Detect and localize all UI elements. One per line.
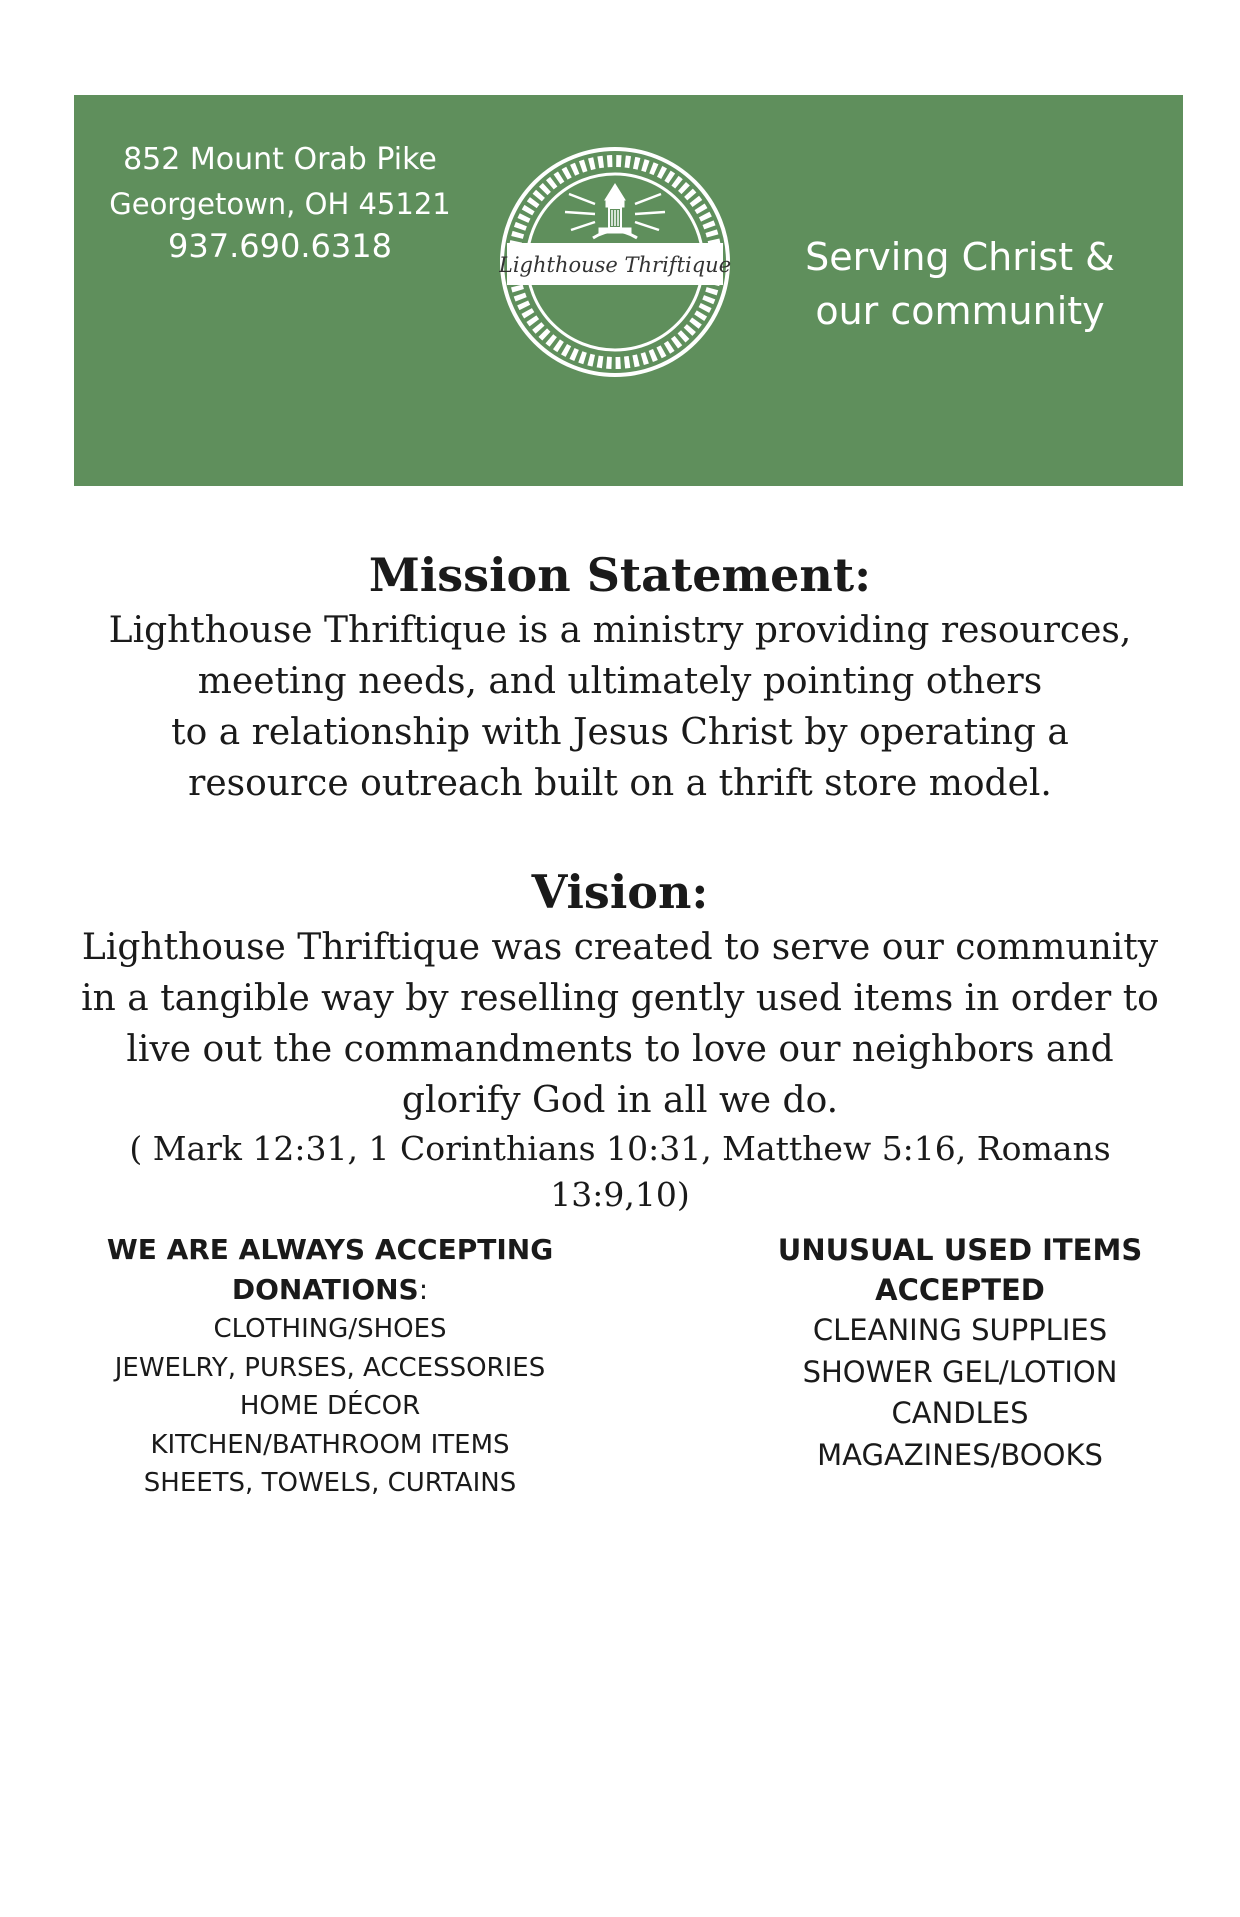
list-item: SHEETS, TOWELS, CURTAINS [143,1468,517,1498]
list-item: MAGAZINES/BOOKS [817,1437,1103,1472]
contact-info [100,140,460,266]
donations-list [30,1230,630,1503]
mission-section [60,545,1180,809]
donations-heading [30,1230,630,1310]
mission-title: Mission Statement: [368,548,872,602]
phone-number: 937.690.6318 [168,227,392,265]
list-item: KITCHEN/BATHROOM ITEMS [150,1429,510,1460]
address-street: 852 Mount Orab Pike [123,142,437,177]
donations-heading-text: WE ARE ALWAYS ACCEPTING DONATIONS [106,1233,554,1306]
tagline-line-2: our community [815,289,1105,333]
logo-text: Lighthouse Thriftique [499,253,731,277]
unusual-items-list [700,1230,1220,1476]
tagline [790,230,1130,338]
list-item: CLOTHING/SHOES [213,1314,447,1344]
vision-section [60,862,1180,1218]
list-item: CLEANING SUPPLIES [812,1313,1108,1347]
tagline-line-1: Serving Christ & [805,235,1115,279]
mission-text: Lighthouse Thriftique is a ministry providing resources, meeting needs, and ultimately pointing others to a relationship with Jesus Christ by operating a resource outreach built on a thrift store model. [108,610,1132,804]
donations-heading-colon: : [418,1273,429,1306]
vision-text: Lighthouse Thriftique was created to serve our community in a tangible way by reselling gently used items in order to live out the commandments to love our neighbors and glorify God in all we do. [81,927,1159,1121]
list-item: JEWELRY, PURSES, ACCESSORIES [114,1352,546,1383]
list-item: HOME DÉCOR [239,1391,421,1421]
vision-title: Vision: [531,865,709,919]
list-item: SHOWER GEL/LOTION [802,1354,1118,1389]
scripture-references: ( Mark 12:31, 1 Corinthians 10:31, Matthew 5:16, Romans 13:9,10) [129,1129,1111,1214]
lighthouse-logo [499,146,731,378]
unusual-heading: UNUSUAL USED ITEMS ACCEPTED [777,1233,1143,1307]
address-city: Georgetown, OH 45121 [109,187,451,221]
list-item: CANDLES [891,1396,1029,1430]
